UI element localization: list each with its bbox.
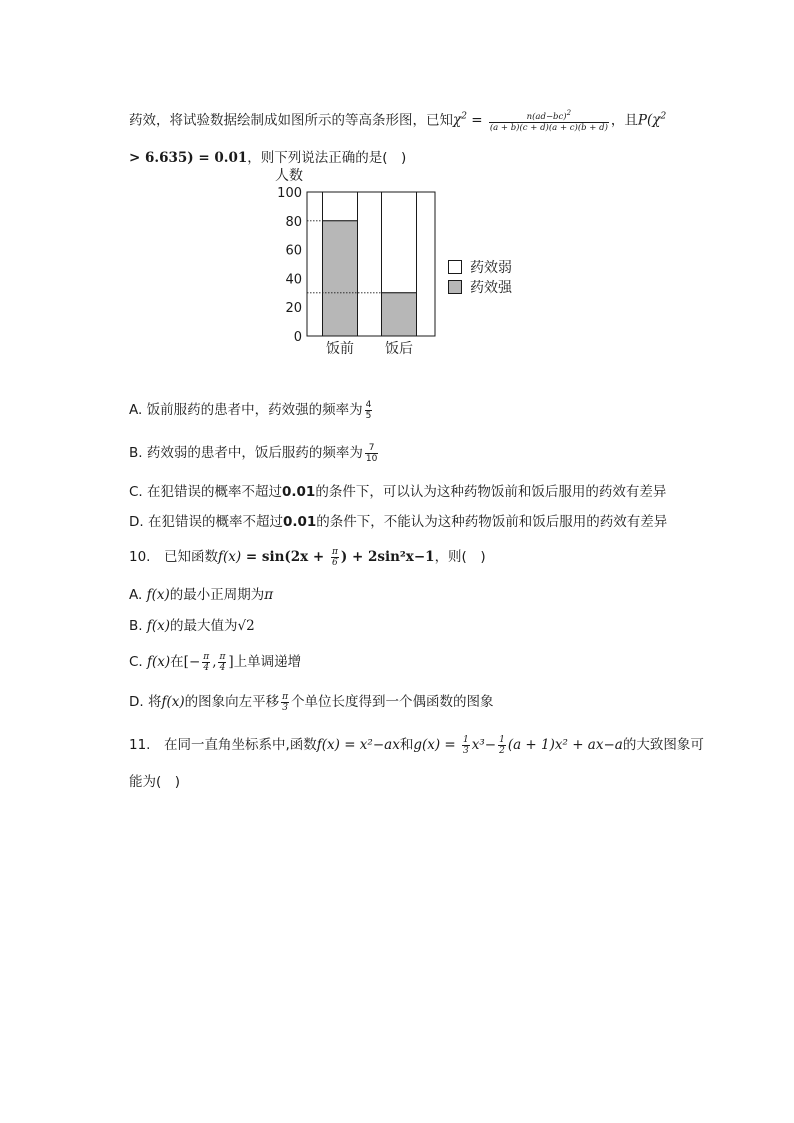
q10-c-fx: f(x): [147, 654, 171, 670]
q9-option-b: [129, 441, 380, 464]
legend-item-weak: [448, 257, 512, 277]
option-d-text-2: 的条件下，不能认为这种药物饭前和饭后服用的药效有差异: [316, 514, 668, 530]
y-tick-label: 0: [293, 330, 302, 345]
option-b-fraction: $\frac{7}{10}$: [365, 442, 378, 464]
option-a-fraction: $\frac{4}{5}$: [365, 399, 372, 421]
bar-segment-weak: [382, 192, 417, 293]
q10-c-frac2: $\frac{\pi}{4}$: [219, 651, 226, 673]
q10-stem: [129, 545, 486, 568]
option-b-text: B. 药效弱的患者中，饭后服药的频率为: [129, 445, 363, 461]
q10-b-fx: f(x): [146, 618, 171, 634]
q9-option-c: [129, 480, 666, 500]
q10-option-d: D. 将f(x)的图象向左平移 $\frac{\pi}{3}$ 个单位长度得到一个偶函数的图象: [129, 691, 494, 713]
q11-stem: 11. 在同一直角坐标系中,函数f(x) = x²−ax和g(x) = $\frac{1}{3}$ x³− $\frac{1}{2}$ (a + 1)x² + ax−a的大致图象可: [129, 734, 704, 756]
legend-label-weak: 药效弱: [470, 260, 512, 276]
q9-line2: [129, 146, 406, 166]
y-tick-label: 40: [285, 272, 302, 288]
q11-fx: f(x) = x²−ax: [316, 737, 400, 753]
option-c-value: 0.01: [282, 484, 316, 500]
option-c-text-2: 的条件下，可以认为这种药物饭前和饭后服用的药效有差异: [315, 484, 667, 500]
q10-tail: ，则( ): [434, 549, 486, 565]
q11-number: 11. 在同一直角坐标系中,函数: [129, 737, 317, 753]
q9-paren: ($\chi^2$: [646, 111, 667, 129]
q11-line2: 能为( ): [129, 774, 181, 790]
q10-a-fx: f(x): [146, 587, 170, 603]
y-tick-label: 100: [277, 186, 302, 201]
q9-condition: > 6.635) = 0.01: [129, 150, 248, 166]
legend-swatch-strong: [448, 280, 462, 294]
q9-chi: $\chi^2$: [453, 111, 467, 129]
legend-swatch-weak: [448, 260, 462, 274]
bar-segment-strong: [382, 293, 417, 336]
q10-c-frac1: $\frac{\pi}{4}$: [203, 651, 210, 673]
y-tick-label: 60: [285, 243, 302, 259]
y-tick-label: 80: [285, 214, 302, 230]
q9-line1: [129, 108, 666, 133]
q10-eq: = sin(2x +: [241, 549, 329, 565]
q11-frac1: $\frac{1}{3}$: [463, 734, 469, 756]
x-tick-label: 饭前: [326, 341, 354, 357]
q11-rest: (a + 1)x² + ax−a: [507, 737, 623, 753]
q9-option-a: [129, 398, 374, 421]
q9-line1-mid: ，且: [610, 112, 638, 129]
option-a-text: A. 饭前服药的患者中，药效强的频率为: [129, 402, 363, 418]
option-d-text: D. 在犯错误的概率不超过: [129, 514, 283, 530]
q10-rest: ) + 2sin²x−1: [340, 549, 435, 565]
x-tick-label: 饭后: [385, 341, 413, 357]
q11-gx: g(x) =: [413, 737, 460, 753]
option-d-value: 0.01: [282, 514, 317, 530]
option-c-text: C. 在犯错误的概率不超过: [129, 484, 283, 500]
q10-number: 10. 已知函数: [129, 549, 218, 565]
bar-segment-strong: [323, 221, 358, 336]
legend-item-strong: [448, 277, 512, 297]
q9-eq: =: [466, 112, 487, 129]
bar-segment-weak: [323, 192, 358, 221]
y-axis-label: 人数: [275, 168, 303, 184]
q9-option-d: [129, 510, 667, 530]
q10-a-val: π: [264, 587, 274, 603]
q10-option-b: B. f(x)的最大值为√2: [129, 618, 255, 634]
q10-fx: f(x): [217, 549, 242, 565]
q9-P: P: [637, 112, 647, 129]
chi-square-formula: $\frac{n(ad-bc)^2}{(a + b)(c + d)(a + c)(b + d)}$: [489, 109, 608, 133]
q10-fraction: $\frac{\pi}{6}$: [331, 546, 338, 568]
legend-label-strong: 药效强: [470, 280, 512, 296]
q10-d-fx: f(x): [161, 694, 185, 710]
q10-d-frac: $\frac{\pi}{3}$: [282, 691, 289, 713]
q9-line1-text: 药效，将试验数据绘制成如图所示的等高条形图，已知: [129, 112, 453, 129]
q9-question: ，则下列说法正确的是( ): [247, 150, 407, 166]
q10-option-c: C. f(x)在[− $\frac{\pi}{4}$ , $\frac{\pi}{4}$ ]上单调递增: [129, 651, 302, 673]
q11-frac2: $\frac{1}{2}$: [499, 734, 505, 756]
y-tick-label: 20: [285, 301, 302, 317]
q10-option-a: A. f(x)的最小正周期为π: [129, 587, 274, 603]
q10-b-val: √2: [237, 618, 255, 634]
